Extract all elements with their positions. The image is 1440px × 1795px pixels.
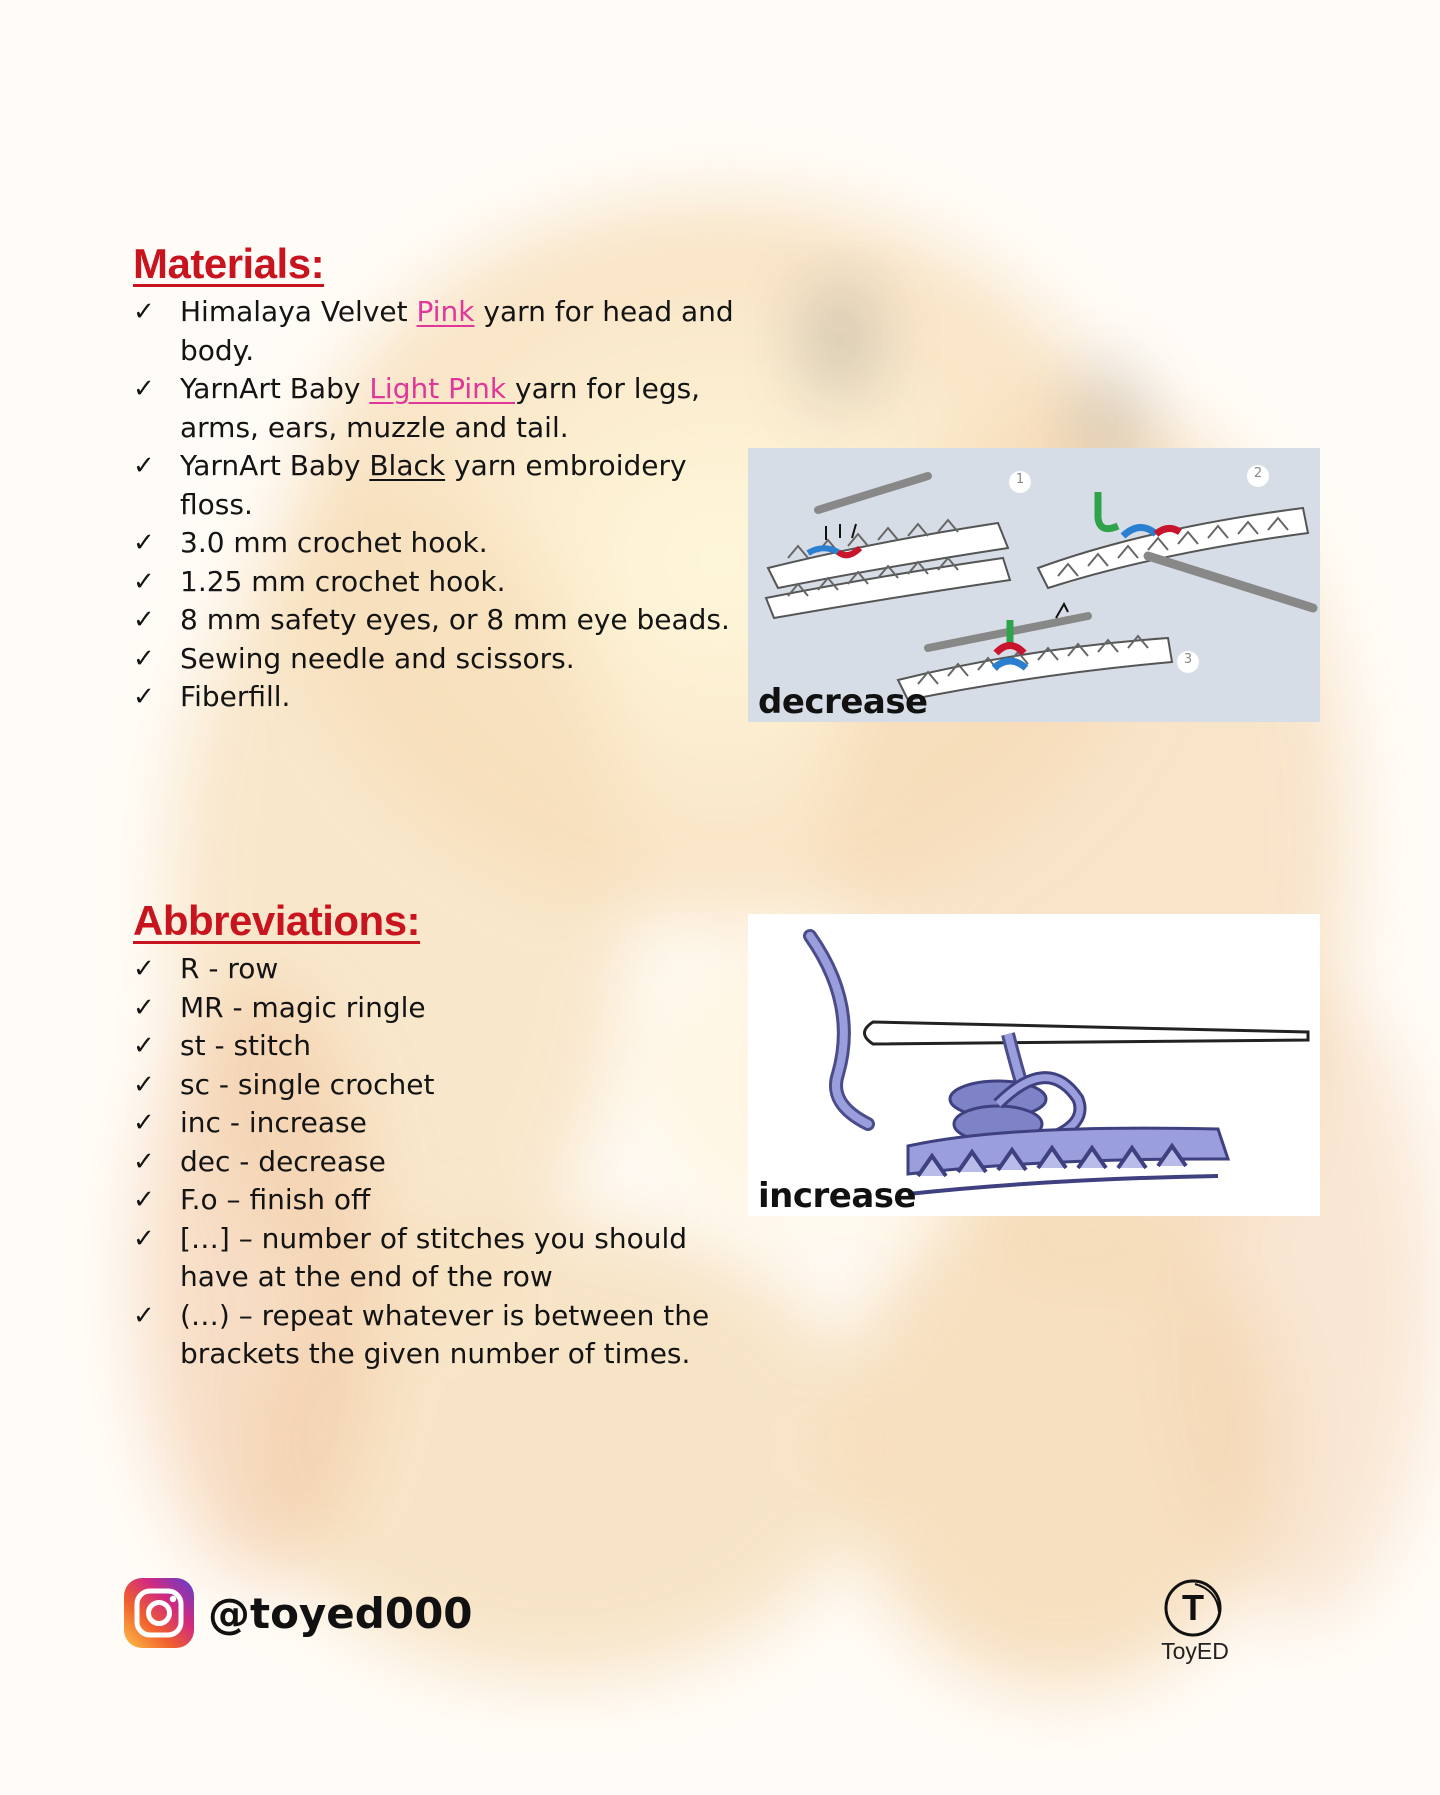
check-icon: ✓ bbox=[133, 374, 155, 404]
decrease-diagram bbox=[748, 448, 1320, 722]
check-icon: ✓ bbox=[133, 605, 155, 635]
check-icon: ✓ bbox=[133, 1185, 155, 1215]
list-item: ✓ R - row bbox=[133, 950, 753, 989]
instagram-icon[interactable] bbox=[122, 1576, 196, 1650]
list-item: ✓ YarnArt Baby Light Pink yarn for legs, arms, ears, muzzle and tail. bbox=[133, 372, 701, 444]
decrease-step-1-number: 1 bbox=[1015, 472, 1025, 487]
instagram-handle[interactable]: @toyed000 bbox=[208, 1588, 473, 1638]
list-item: ✓ […] – number of stitches you should have at the end of the row bbox=[133, 1221, 688, 1293]
list-item: ✓ inc - increase bbox=[133, 1104, 753, 1143]
decrease-label: decrease bbox=[758, 682, 928, 722]
abbreviations-title: Abbreviations: bbox=[133, 897, 421, 944]
check-icon: ✓ bbox=[133, 297, 155, 327]
check-icon: ✓ bbox=[133, 1300, 155, 1331]
increase-illustration bbox=[748, 914, 1320, 1216]
decrease-step-3-illustration bbox=[898, 604, 1199, 700]
list-item: ✓ Fiberfill. bbox=[133, 678, 753, 717]
check-icon: ✓ bbox=[133, 1223, 155, 1254]
check-icon: ✓ bbox=[133, 451, 155, 481]
decrease-step-2-number: 2 bbox=[1253, 466, 1263, 481]
decrease-step-3-number: 3 bbox=[1183, 652, 1193, 667]
toyed-logo-name: ToyED bbox=[1161, 1638, 1229, 1664]
yarn-color-light-pink: Light Pink bbox=[369, 372, 516, 405]
list-item: ✓ YarnArt Baby Black yarn embroidery floss. bbox=[133, 449, 687, 521]
decrease-illustration bbox=[748, 448, 1320, 722]
check-icon: ✓ bbox=[133, 1146, 155, 1177]
list-item: ✓ MR - magic ringle bbox=[133, 989, 753, 1028]
check-icon: ✓ bbox=[133, 528, 155, 558]
instagram-handle-block[interactable] bbox=[122, 1573, 473, 1653]
yarn-color-black: Black bbox=[369, 449, 446, 482]
check-icon: ✓ bbox=[133, 643, 155, 674]
check-icon: ✓ bbox=[133, 1108, 155, 1138]
abbreviations-list bbox=[133, 950, 753, 1374]
list-item: ✓ Himalaya Velvet Pink yarn for head and body. bbox=[133, 295, 734, 367]
toyed-logo-letter: T bbox=[1182, 1587, 1204, 1628]
list-item: ✓ Sewing needle and scissors. bbox=[133, 640, 753, 679]
list-item: ✓ 8 mm safety eyes, or 8 mm eye beads. bbox=[133, 601, 753, 640]
list-item: ✓ F.o – finish off bbox=[133, 1181, 753, 1220]
decrease-step-1-illustration bbox=[766, 471, 1031, 618]
increase-label: increase bbox=[758, 1176, 917, 1216]
check-icon: ✓ bbox=[133, 682, 155, 712]
materials-title: Materials: bbox=[133, 240, 325, 287]
yarn-color-pink: Pink bbox=[416, 295, 475, 328]
check-icon: ✓ bbox=[133, 954, 155, 984]
check-icon: ✓ bbox=[133, 992, 155, 1023]
materials-list bbox=[133, 293, 753, 717]
check-icon: ✓ bbox=[133, 566, 155, 597]
list-item: ✓ st - stitch bbox=[133, 1027, 753, 1066]
toyed-logo bbox=[1155, 1578, 1235, 1668]
check-icon: ✓ bbox=[133, 1069, 155, 1100]
list-item: ✓ 1.25 mm crochet hook. bbox=[133, 563, 753, 602]
decrease-step-2-illustration bbox=[1038, 465, 1313, 608]
list-item: ✓ sc - single crochet bbox=[133, 1066, 753, 1105]
list-item: ✓ dec - decrease bbox=[133, 1143, 753, 1182]
list-item: ✓ 3.0 mm crochet hook. bbox=[133, 524, 753, 563]
check-icon: ✓ bbox=[133, 1031, 155, 1061]
increase-diagram bbox=[748, 914, 1320, 1216]
toyed-logo-icon bbox=[1155, 1578, 1235, 1640]
list-item: ✓ (…) – repeat whatever is between the brackets the given number of times. bbox=[133, 1298, 710, 1370]
